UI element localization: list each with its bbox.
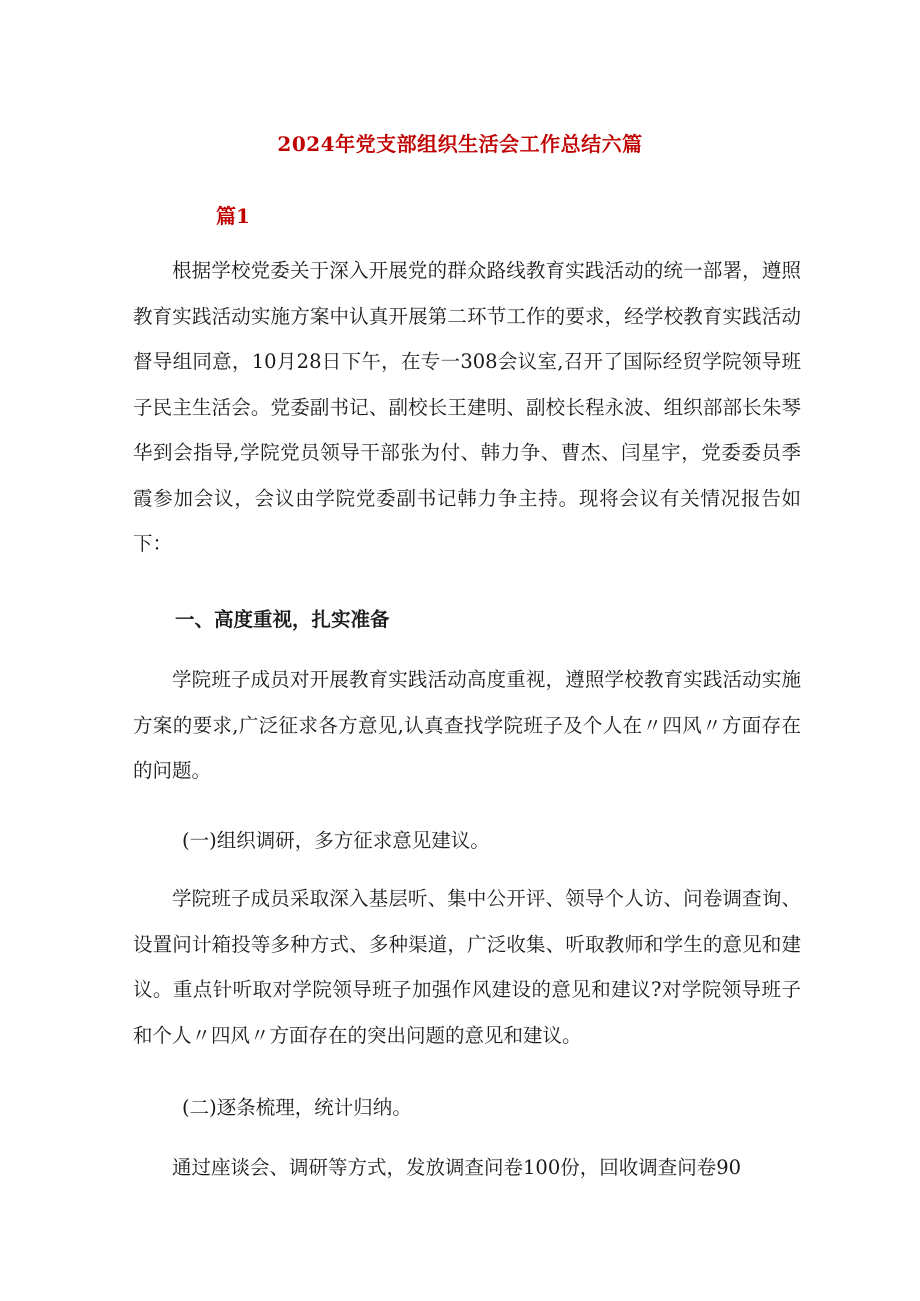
paragraph-3: 学院班子成员采取深入基层听、集中公开评、领导个人访、问卷调查询、设置问计箱投等多种方式、多种渠道，广泛收集、听取教师和学生的意见和建议。重点针听取对学院领导班子加强作风建设的意见和建议?对学院领导班子和个人〃四风〃方面存在的突出问题的意见和建议。 [133,887,801,1047]
section-title: 篇1 [216,204,250,228]
paragraph-intro: 根据学校党委关于深入开展党的群众路线教育实践活动的统一部署，遵照教育实践活动实施方案中认真开展第二环节工作的要求，经学校教育实践活动督导组同意，10月28日下午，在专一308会议室,召开了国际经贸学院领导班子民主生活会。党委副书记、副校长王建明、副校长程永波、组织部部长朱琴华到会指导,学院党员领导干部张为付、韩力争、曹杰、闫星宇，党委委员季霞参加会议，会议由学院党委副书记韩力争主持。现将会议有关情况报告如下： [133,259,801,555]
paragraph-2: 学院班子成员对开展教育实践活动高度重视，遵照学校教育实践活动实施方案的要求,广泛征求各方意见,认真查找学院班子及个人在〃四风〃方面存在的问题。 [133,668,801,782]
document-title: 2024年党支部组织生活会工作总结六篇 [277,132,643,156]
paragraph-4: 通过座谈会、调研等方式，发放调查问卷100份，回收调查问卷90 [172,1156,742,1179]
heading-1: 一、高度重视，扎实准备 [175,608,390,631]
subheading-2: (二)逐条梳理，统计归纳。 [182,1096,412,1119]
subheading-1: (一)组织调研，多方征求意见建议。 [182,829,490,852]
